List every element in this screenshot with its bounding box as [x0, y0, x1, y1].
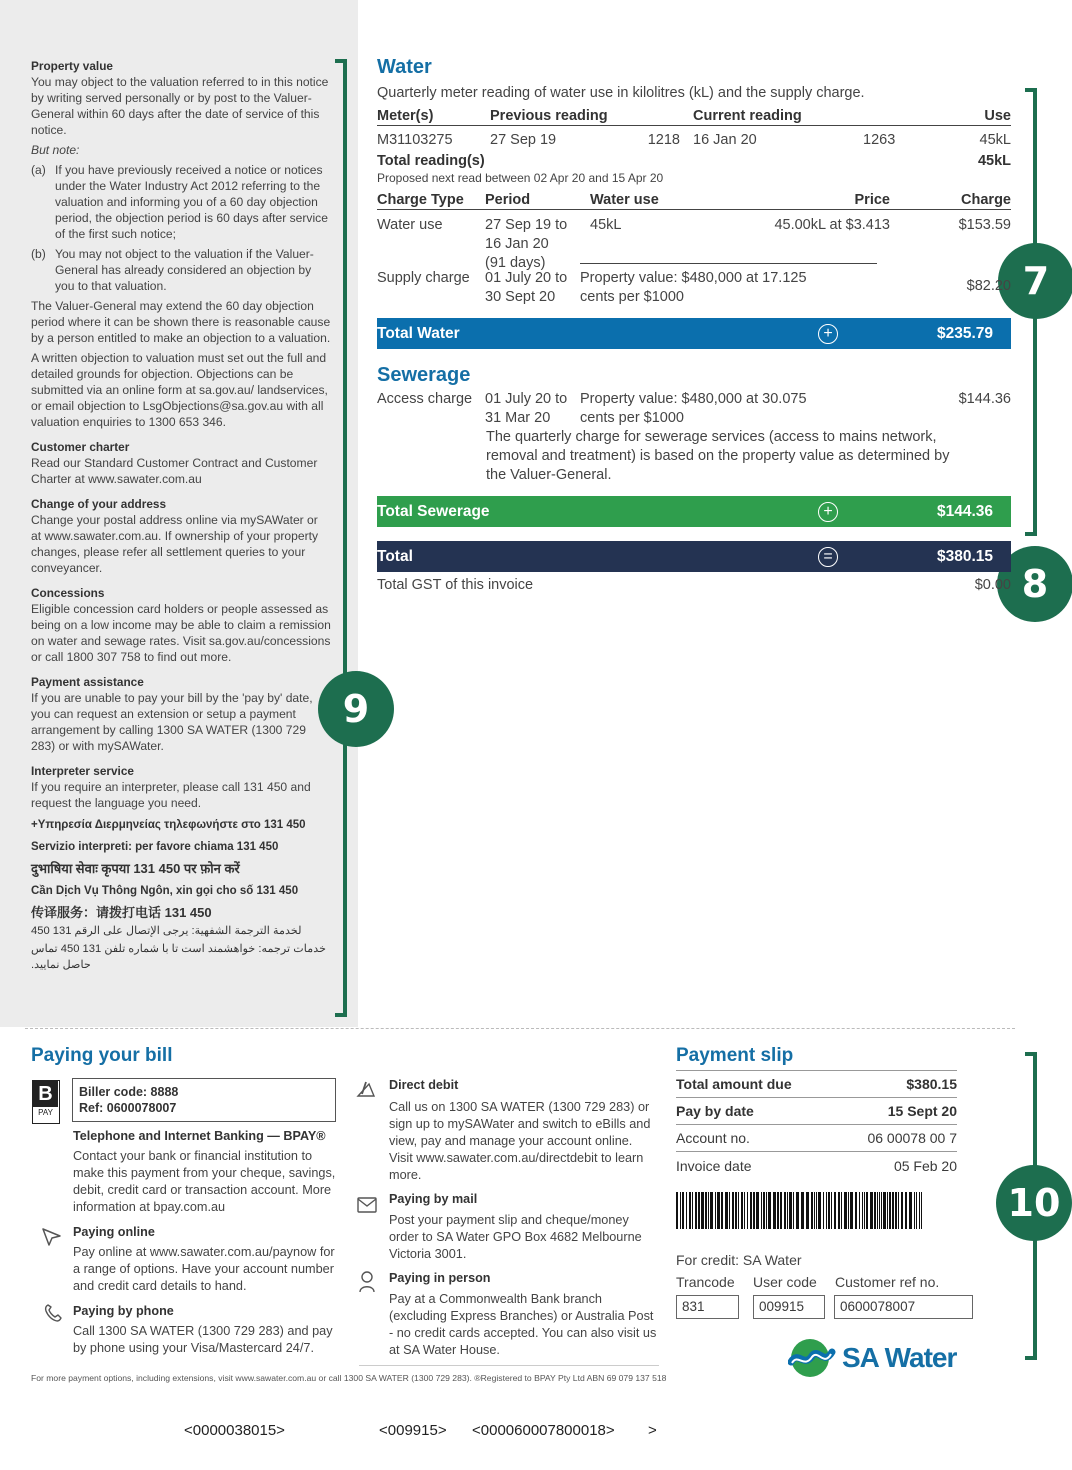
barcode-bar — [732, 1192, 734, 1229]
charge-table-header — [377, 192, 1011, 210]
barcode-bar — [680, 1192, 681, 1229]
barcode-bar — [717, 1192, 720, 1229]
biller-code: Biller code: 8888 — [79, 1085, 179, 1099]
barcode-bar — [914, 1192, 915, 1229]
gst-label: Total GST of this invoice — [377, 577, 534, 593]
barcode-bar — [796, 1192, 799, 1229]
mail-icon — [357, 1197, 377, 1213]
cursor-icon — [40, 1226, 64, 1248]
gst-value: $0.00 — [974, 577, 1011, 593]
barcode-bar — [710, 1192, 713, 1229]
bpay-logo — [32, 1080, 60, 1124]
barcode-bar — [744, 1192, 745, 1229]
phone-heading: Paying by phone — [73, 1304, 174, 1318]
previous-date: 27 Sep 19 — [490, 132, 557, 148]
footnote: For more payment options, including extensions, visit www.sawater.com.au or call 1300 SA WATER (1300 729 283). ®Registered to BPAY Pty Ltd ABN 69 079 137 518 — [31, 1373, 667, 1383]
list-text: You may not object to the valuation if the Valuer-General has already considered an objection by you to that valuation. — [55, 247, 314, 293]
section-9-bracket — [335, 59, 347, 1017]
address-text: Change your postal address online via mySAWater or at www.sawater.com.au. If ownership of your property changes, please refer all settlement queries to your conveyancer. — [31, 513, 319, 575]
barcode-bar — [828, 1192, 830, 1229]
supply-charge: $82.20 — [966, 278, 1011, 294]
slip-label: Pay by date — [676, 1103, 754, 1119]
sewerage-note: The quarterly charge for sewerage services (access to mains network, removal and treatment) is based on the property value as determined by the Valuer-General. — [486, 429, 950, 483]
meter-table-header — [377, 108, 1011, 126]
barcode-bar — [793, 1192, 794, 1229]
header-charge-type: Charge Type — [377, 192, 464, 208]
plus-icon: + — [818, 502, 838, 522]
current-date: 16 Jan 20 — [693, 132, 757, 148]
list-marker: (b) — [31, 247, 46, 261]
description-line: Property value: $480,000 at 17.125 — [580, 270, 807, 286]
person-heading: Paying in person — [389, 1271, 491, 1285]
person-icon — [358, 1270, 376, 1294]
total-water-bar — [377, 318, 1011, 349]
slip-label: Invoice date — [676, 1157, 752, 1174]
interpreter-hindi: दुभाषिया सेवाः कृपया 131 450 पर फ़ोन करें — [31, 861, 240, 876]
codeline-3: <000060007800018> — [472, 1422, 615, 1439]
description-line: cents per $1000 — [580, 289, 684, 305]
list-marker: (a) — [31, 163, 46, 177]
online-heading: Paying online — [73, 1225, 155, 1239]
interpreter-italian: Servizio interpreti: per favore chiama 131 450 — [31, 841, 279, 853]
slip-row — [676, 1098, 957, 1125]
period-line: 16 Jan 20 — [485, 236, 549, 252]
period-line: 30 Sept 20 — [485, 289, 556, 305]
biller-box — [72, 1078, 336, 1122]
slip-row — [676, 1152, 957, 1179]
for-credit: For credit: SA Water — [676, 1252, 802, 1268]
barcode-bar — [814, 1192, 815, 1229]
info-sidebar — [0, 0, 358, 1027]
barcode-bar — [883, 1192, 886, 1229]
table-row — [377, 269, 1011, 307]
concessions-heading: Concessions — [31, 586, 105, 600]
description-line: cents per $1000 — [580, 410, 684, 426]
barcode-bar — [870, 1192, 873, 1229]
interpreter-greek: +Υπηρεσία Διερμηνείας τηλεφωνήστε στο 131 450 — [31, 819, 306, 831]
barcode-bar — [780, 1192, 782, 1229]
debit-heading: Direct debit — [389, 1078, 459, 1092]
sa-water-logo-text: SA Water — [842, 1342, 957, 1373]
total-reading-label: Total reading(s) — [377, 153, 485, 169]
barcode-bar — [692, 1192, 693, 1229]
barcode-bar — [887, 1192, 888, 1229]
header-current: Current reading — [693, 108, 802, 124]
barcode-bar — [826, 1192, 827, 1229]
barcode-bar — [864, 1192, 865, 1229]
badge-10: 10 — [996, 1165, 1072, 1241]
codeline-1: <0000038015> — [184, 1422, 285, 1439]
barcode-bar — [834, 1192, 836, 1229]
barcode-bar — [695, 1192, 697, 1229]
interpreter-arabic: لخدمة الترجمة الشفهية: يرجى الإتصال على الرقم 131 450 — [31, 925, 302, 937]
barcode-bar — [909, 1192, 912, 1229]
ref-number: Ref: 0600078007 — [79, 1101, 177, 1115]
barcode-bar — [715, 1192, 716, 1229]
charge-period — [485, 390, 580, 428]
next-read-note: Proposed next read between 02 Apr 20 and 15 Apr 20 — [377, 171, 664, 185]
barcode-bar — [689, 1192, 691, 1229]
barcode-bar — [763, 1192, 765, 1229]
direct-debit-icon — [355, 1078, 377, 1100]
mail-text: Post your payment slip and cheque/money order to SA Water GPO Box 4682 Melbourne Victoria 3001. — [389, 1213, 642, 1261]
pay-options-middle — [389, 1077, 659, 1359]
period-line: 27 Sep 19 to — [485, 217, 568, 233]
note-label: But note: — [31, 143, 80, 157]
total-reading-row — [377, 153, 1011, 169]
barcode-bar — [761, 1192, 762, 1229]
sa-water-logo — [788, 1338, 956, 1378]
barcode-bar — [850, 1192, 853, 1229]
slip-row — [676, 1071, 957, 1098]
charge-type: Water use — [377, 217, 443, 233]
table-row — [377, 216, 1011, 273]
barcode-bar — [881, 1192, 882, 1229]
supply-description — [580, 269, 911, 307]
period-line: 01 July 20 to — [485, 391, 568, 407]
table-row — [377, 390, 1011, 428]
objection-list — [31, 162, 331, 294]
header-water-use: Water use — [590, 192, 659, 208]
barcode-bar — [879, 1192, 880, 1229]
objection-text: A written objection to valuation must set out the full and detailed grounds for objection. Objections can be submitted via an online form at sa.gov.au/ landservices, or email objection to LsgObjections@sa.gov.au with all valuation enquiries to 1300 653 346. — [31, 351, 328, 429]
person-text: Pay at a Commonwealth Bank branch (excluding Express Branches) or Australia Post - no credit cards accepted. You can also visit us at SA Water House. — [389, 1292, 657, 1357]
sa-water-logo-mark — [788, 1338, 840, 1378]
barcode-bar — [741, 1192, 743, 1229]
barcode-bar — [848, 1192, 849, 1229]
slip-label: Account no. — [676, 1130, 750, 1146]
divider — [359, 1365, 659, 1366]
codeline-4: > — [648, 1422, 657, 1439]
barcode-bar — [892, 1192, 894, 1229]
description-line: Property value: $480,000 at 30.075 — [580, 391, 807, 407]
barcode-bar — [895, 1192, 897, 1229]
slip-value: $380.15 — [906, 1076, 957, 1092]
slip-value: 15 Sept 20 — [887, 1103, 957, 1119]
barcode-bar — [898, 1192, 899, 1229]
water-use-price: 45.00kL at $3.413 — [774, 217, 890, 233]
period-line: (91 days) — [485, 255, 546, 271]
water-subtitle: Quarterly meter reading of water use in kilolitres (kL) and the supply charge. — [377, 85, 865, 101]
pay-options-left — [73, 1128, 341, 1357]
payment-assistance-text: If you are unable to pay your bill by the 'pay by' date, you can request an extension or setup a payment arrangement by calling 1300 SA WATER (1300 729 283) or with mySAWater. — [31, 691, 313, 753]
header-previous: Previous reading — [490, 108, 608, 124]
list-item — [31, 162, 331, 242]
trancode-box: 831 — [676, 1295, 739, 1319]
codeline-2: <009915> — [379, 1422, 447, 1439]
total-sewerage-bar — [377, 496, 1011, 527]
slip-title: Payment slip — [676, 1045, 794, 1066]
charge-type: Access charge — [377, 391, 473, 407]
badge-7: 7 — [998, 243, 1072, 319]
sewerage-title: Sewerage — [377, 364, 471, 386]
charge-period — [485, 269, 580, 307]
online-text: Pay online at www.sawater.com.au/paynow for a range of options. Have your account number and credit card details to hand. — [73, 1245, 335, 1293]
barcode — [676, 1192, 924, 1229]
customer-charter-heading: Customer charter — [31, 440, 130, 454]
sewerage-description — [580, 390, 911, 428]
address-heading: Change of your address — [31, 497, 167, 511]
barcode-bar — [784, 1192, 786, 1229]
list-text: If you have previously received a notice or notices under the Water Industry Act 2012 referring to the valuation and informing you of a 60 day objection period, the objection period is 60 days after service of the first such notice; — [55, 163, 328, 241]
paying-title: Paying your bill — [31, 1045, 173, 1066]
charge-type: Supply charge — [377, 270, 470, 286]
badge-8: 8 — [997, 546, 1072, 622]
barcode-bar — [787, 1192, 788, 1229]
header-period: Period — [485, 192, 531, 208]
barcode-bar — [838, 1192, 840, 1229]
barcode-bar — [698, 1192, 700, 1229]
previous-value: 1218 — [647, 132, 680, 148]
badge-9: 9 — [318, 671, 394, 747]
water-use-amount: 45kL — [590, 217, 622, 233]
use-value: 45kL — [979, 132, 1011, 148]
barcode-bar — [705, 1192, 707, 1229]
gst-row — [377, 577, 1011, 593]
property-value-heading: Property value — [31, 59, 113, 73]
slip-label: Total amount due — [676, 1076, 792, 1092]
barcode-bar — [750, 1192, 752, 1229]
bpay-heading: Telephone and Internet Banking — BPAY® — [73, 1129, 326, 1143]
barcode-bar — [708, 1192, 709, 1229]
barcode-bar — [823, 1192, 824, 1229]
barcode-bar — [818, 1192, 821, 1229]
barcode-bar — [831, 1192, 832, 1229]
interpreter-chinese: 传译服务：请拨打电话 131 450 — [31, 905, 212, 920]
barcode-bar — [889, 1192, 891, 1229]
total-sewerage-label: Total Sewerage — [377, 502, 490, 520]
customer-ref-box: 0600078007 — [834, 1295, 973, 1319]
sewerage-charge: $144.36 — [958, 391, 1011, 407]
user-code-box: 009915 — [753, 1295, 825, 1319]
equals-icon: = — [818, 547, 838, 567]
customer-ref-label: Customer ref no. — [835, 1274, 940, 1290]
current-value: 1263 — [863, 132, 896, 148]
barcode-bar — [855, 1192, 857, 1229]
barcode-bar — [777, 1192, 779, 1229]
period-line: 01 July 20 to — [485, 270, 568, 286]
barcode-bar — [789, 1192, 792, 1229]
extension-text: The Valuer-General may extend the 60 day objection period where it can be shown there is reasonable cause by a person entitled to make an objection to a valuation. — [31, 299, 331, 345]
barcode-bar — [919, 1192, 920, 1229]
barcode-bar — [811, 1192, 813, 1229]
table-row — [377, 132, 1011, 148]
barcode-bar — [901, 1192, 903, 1229]
divider — [580, 263, 877, 264]
barcode-bar — [905, 1192, 907, 1229]
user-code-label: User code — [753, 1274, 817, 1290]
barcode-bar — [866, 1192, 868, 1229]
barcode-bar — [756, 1192, 759, 1229]
barcode-bar — [859, 1192, 860, 1229]
water-use-charge: $153.59 — [958, 217, 1011, 233]
interpreter-heading: Interpreter service — [31, 764, 134, 778]
barcode-bar — [806, 1192, 809, 1229]
phone-icon — [42, 1302, 64, 1324]
debit-text: Call us on 1300 SA WATER (1300 729 283) or sign up to mySAWater and switch to eBills and view, pay and manage your account online. Visit www.sawater.com.au/directdebit to learn more. — [389, 1100, 651, 1182]
barcode-bar — [816, 1192, 817, 1229]
barcode-bar — [729, 1192, 730, 1229]
barcode-bar — [725, 1192, 728, 1229]
barcode-bar — [801, 1192, 804, 1229]
barcode-bar — [841, 1192, 842, 1229]
barcode-bar — [916, 1192, 917, 1229]
trancode-label: Trancode — [676, 1274, 735, 1290]
interpreter-vietnamese: Cần Dịch Vụ Thông Ngôn, xin gọi cho số 131 450 — [31, 885, 299, 897]
interpreter-text: If you require an interpreter, please call 131 450 and request the language you need. — [31, 780, 311, 810]
slip-table — [676, 1070, 957, 1179]
grand-total-value: $380.15 — [936, 547, 993, 565]
period-line: 31 Mar 20 — [485, 410, 551, 426]
charge-period — [485, 216, 590, 273]
header-charge: Charge — [961, 192, 1011, 208]
barcode-bar — [682, 1192, 684, 1229]
header-meter: Meter(s) — [377, 108, 434, 124]
bill-details — [377, 56, 1011, 593]
water-title: Water — [377, 56, 432, 78]
barcode-bar — [773, 1192, 776, 1229]
bpay-logo-b: B — [33, 1081, 58, 1107]
barcode-bar — [676, 1192, 678, 1229]
customer-charter-text: Read our Standard Customer Contract and Customer Charter at www.sawater.com.au — [31, 456, 318, 486]
total-water-value: $235.79 — [936, 324, 993, 342]
bpay-text: Contact your bank or financial institution to make this payment from your cheque, savings, debit, credit card or transaction account. More information at bpay.com.au — [73, 1149, 336, 1214]
slip-value: 05 Feb 20 — [893, 1157, 957, 1174]
barcode-bar — [844, 1192, 847, 1229]
mail-heading: Paying by mail — [389, 1192, 478, 1206]
plus-icon: + — [818, 324, 838, 344]
barcode-bar — [862, 1192, 863, 1229]
slip-row — [676, 1125, 957, 1152]
barcode-bar — [735, 1192, 737, 1229]
grand-total-label: Total — [377, 547, 413, 565]
header-price: Price — [854, 192, 890, 208]
meter-number: M31103275 — [377, 132, 453, 148]
slip-value: 06 00078 00 7 — [867, 1130, 957, 1146]
bpay-logo-pay: PAY — [38, 1108, 53, 1117]
interpreter-farsi: خدمات ترجمه: خواهشمند است تا با شماره تلفن 131 450 تماس حاصل نمایید. — [31, 943, 327, 971]
total-reading-value: 45kL — [977, 153, 1011, 169]
barcode-bar — [721, 1192, 723, 1229]
barcode-bar — [701, 1192, 704, 1229]
barcode-bar — [747, 1192, 748, 1229]
barcode-bar — [921, 1192, 922, 1229]
total-water-label: Total Water — [377, 324, 460, 342]
barcode-bar — [738, 1192, 739, 1229]
barcode-bar — [877, 1192, 878, 1229]
barcode-bar — [686, 1192, 687, 1229]
total-sewerage-value: $144.36 — [936, 502, 993, 520]
property-value-text: You may object to the valuation referred to in this notice by writing served personally or by post to the Valuer-General within 60 days after the date of service of this notice. — [31, 75, 329, 137]
barcode-bar — [874, 1192, 876, 1229]
header-use: Use — [984, 108, 1011, 124]
barcode-bar — [766, 1192, 767, 1229]
payment-assistance-heading: Payment assistance — [31, 675, 144, 689]
list-item — [31, 246, 331, 294]
phone-text: Call 1300 SA WATER (1300 729 283) and pay by phone using your Visa/Mastercard 24/7. — [73, 1324, 333, 1355]
barcode-bar — [768, 1192, 771, 1229]
concessions-text: Eligible concession card holders or people assessed as being on a low income may be able to claim a remission on water and sewage rates. Visit sa.gov.au/concessions or call 1800 307 758 to find out more. — [31, 602, 331, 664]
grand-total-bar — [377, 541, 1011, 572]
payment-slip — [676, 1045, 957, 1179]
barcode-bar — [753, 1192, 755, 1229]
tear-line — [25, 1028, 1015, 1029]
